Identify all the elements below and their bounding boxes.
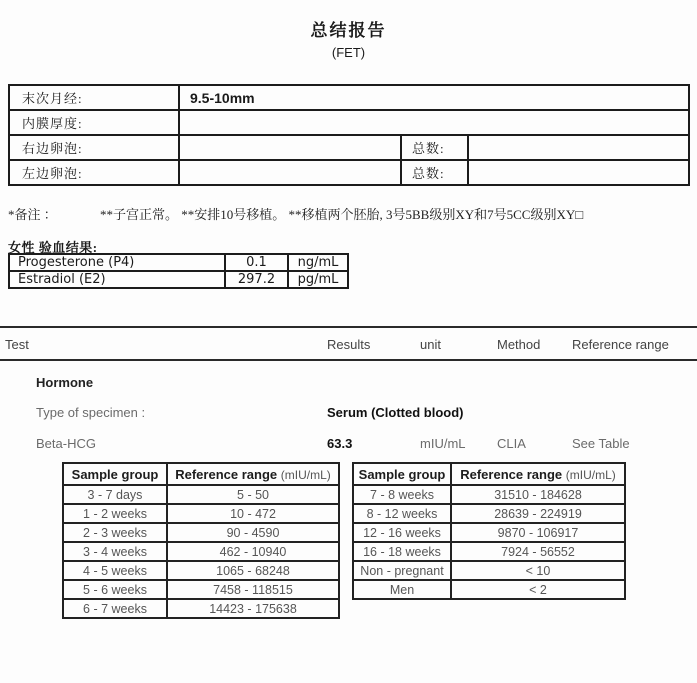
left-row-group: 3 - 4 weeks: [63, 542, 167, 561]
left-row-group: 4 - 5 weeks: [63, 561, 167, 580]
left-row-range: 7458 - 118515: [167, 580, 339, 599]
table-row: [63, 561, 339, 580]
right-total-label: 总数:: [401, 135, 468, 160]
e2-value: 297.2: [225, 271, 288, 288]
right-header-reference-range: [451, 463, 625, 485]
right-row-range: 7924 - 56552: [451, 542, 625, 561]
right-row-group: 12 - 16 weeks: [353, 523, 451, 542]
left-row-group: 3 - 7 days: [63, 485, 167, 504]
left-row-group: 1 - 2 weeks: [63, 504, 167, 523]
left-row-range: 90 - 4590: [167, 523, 339, 542]
table-row: [353, 580, 625, 599]
hcg-reference-table-right: [352, 462, 626, 600]
left-row-range: 462 - 10940: [167, 542, 339, 561]
right-row-group: 16 - 18 weeks: [353, 542, 451, 561]
lining-thickness-label: 内膜厚度:: [9, 110, 179, 135]
column-header-test: Test: [5, 337, 29, 352]
remarks-text: **子宫正常。 **安排10号移植。 **移植两个胚胎, 3号5BB级别XY和7号5CC级别XY□: [100, 207, 584, 222]
left-header-reference-range: [167, 463, 339, 485]
table-header-row: [63, 463, 339, 485]
right-row-group: 8 - 12 weeks: [353, 504, 451, 523]
right-total-value: [468, 135, 689, 160]
left-header-sample-group: Sample group: [63, 463, 167, 485]
category-hormone: Hormone: [36, 375, 94, 390]
right-row-range: 31510 - 184628: [451, 485, 625, 504]
specimen-value: Serum (Clotted blood): [327, 405, 464, 420]
left-row-range: 10 - 472: [167, 504, 339, 523]
remarks-line: [8, 204, 583, 223]
table-row: [353, 542, 625, 561]
last-period-value: 9.5-10mm: [179, 85, 689, 110]
table-row: [9, 110, 689, 135]
table-row: [9, 271, 348, 288]
hcg-reference-table-left: [62, 462, 340, 619]
p4-unit: ng/mL: [288, 254, 348, 271]
table-header-row: [353, 463, 625, 485]
left-follicle-label: 左边卵泡:: [9, 160, 179, 185]
table-row: [63, 542, 339, 561]
test-method: CLIA: [497, 436, 526, 451]
right-follicle-label: 右边卵泡:: [9, 135, 179, 160]
table-row: [63, 504, 339, 523]
table-row: [63, 580, 339, 599]
table-row: [63, 599, 339, 618]
test-name-beta-hcg: Beta-HCG: [36, 436, 96, 451]
table-row: [353, 504, 625, 523]
left-row-range: 1065 - 68248: [167, 561, 339, 580]
right-follicle-value: [179, 135, 401, 160]
left-row-range: 5 - 50: [167, 485, 339, 504]
divider-under-header: [0, 359, 697, 361]
right-header-range-text: Reference range: [460, 466, 563, 482]
p4-name: Progesterone (P4): [9, 254, 225, 271]
last-period-label: 末次月经:: [9, 85, 179, 110]
p4-value: 0.1: [225, 254, 288, 271]
table-row: [9, 135, 689, 160]
left-row-group: 6 - 7 weeks: [63, 599, 167, 618]
left-total-value: [468, 160, 689, 185]
lining-thickness-value: [179, 110, 689, 135]
left-header-range-unit: (mIU/mL): [280, 467, 331, 482]
test-reference: See Table: [572, 436, 630, 451]
specimen-label: Type of specimen :: [36, 405, 146, 420]
right-row-range: 9870 - 106917: [451, 523, 625, 542]
right-row-group: Men: [353, 580, 451, 599]
right-row-range: 28639 - 224919: [451, 504, 625, 523]
table-row: [9, 85, 689, 110]
right-header-sample-group: Sample group: [353, 463, 451, 485]
table-row: [353, 485, 625, 504]
table-row: [63, 485, 339, 504]
left-row-group: 5 - 6 weeks: [63, 580, 167, 599]
column-header-reference: Reference range: [572, 337, 669, 352]
e2-name: Estradiol (E2): [9, 271, 225, 288]
column-header-unit: unit: [420, 337, 441, 352]
right-row-range: < 10: [451, 561, 625, 580]
table-row: [353, 523, 625, 542]
remarks-label: *备注 ：: [8, 207, 57, 222]
left-header-range-text: Reference range: [175, 466, 278, 482]
left-follicle-value: [179, 160, 401, 185]
blood-results-heading: 女性 验血结果:: [8, 240, 98, 255]
blood-results-table: [8, 253, 349, 289]
column-header-results: Results: [327, 337, 371, 352]
test-unit: mIU/mL: [420, 436, 466, 451]
table-row: [9, 254, 348, 271]
divider-top: [0, 326, 697, 328]
left-total-label: 总数:: [401, 160, 468, 185]
left-row-group: 2 - 3 weeks: [63, 523, 167, 542]
left-row-range: 14423 - 175638: [167, 599, 339, 618]
summary-table: [8, 84, 690, 186]
page-subtitle: (FET): [331, 45, 366, 60]
right-row-group: Non - pregnant: [353, 561, 451, 580]
right-row-range: < 2: [451, 580, 625, 599]
right-row-group: 7 - 8 weeks: [353, 485, 451, 504]
table-row: [9, 160, 689, 185]
table-row: [353, 561, 625, 580]
right-header-range-unit: (mIU/mL): [565, 467, 616, 482]
column-header-method: Method: [497, 337, 541, 352]
test-result-value: 63.3: [327, 436, 353, 451]
table-row: [63, 523, 339, 542]
page-title: 总结报告: [310, 21, 387, 40]
e2-unit: pg/mL: [288, 271, 348, 288]
